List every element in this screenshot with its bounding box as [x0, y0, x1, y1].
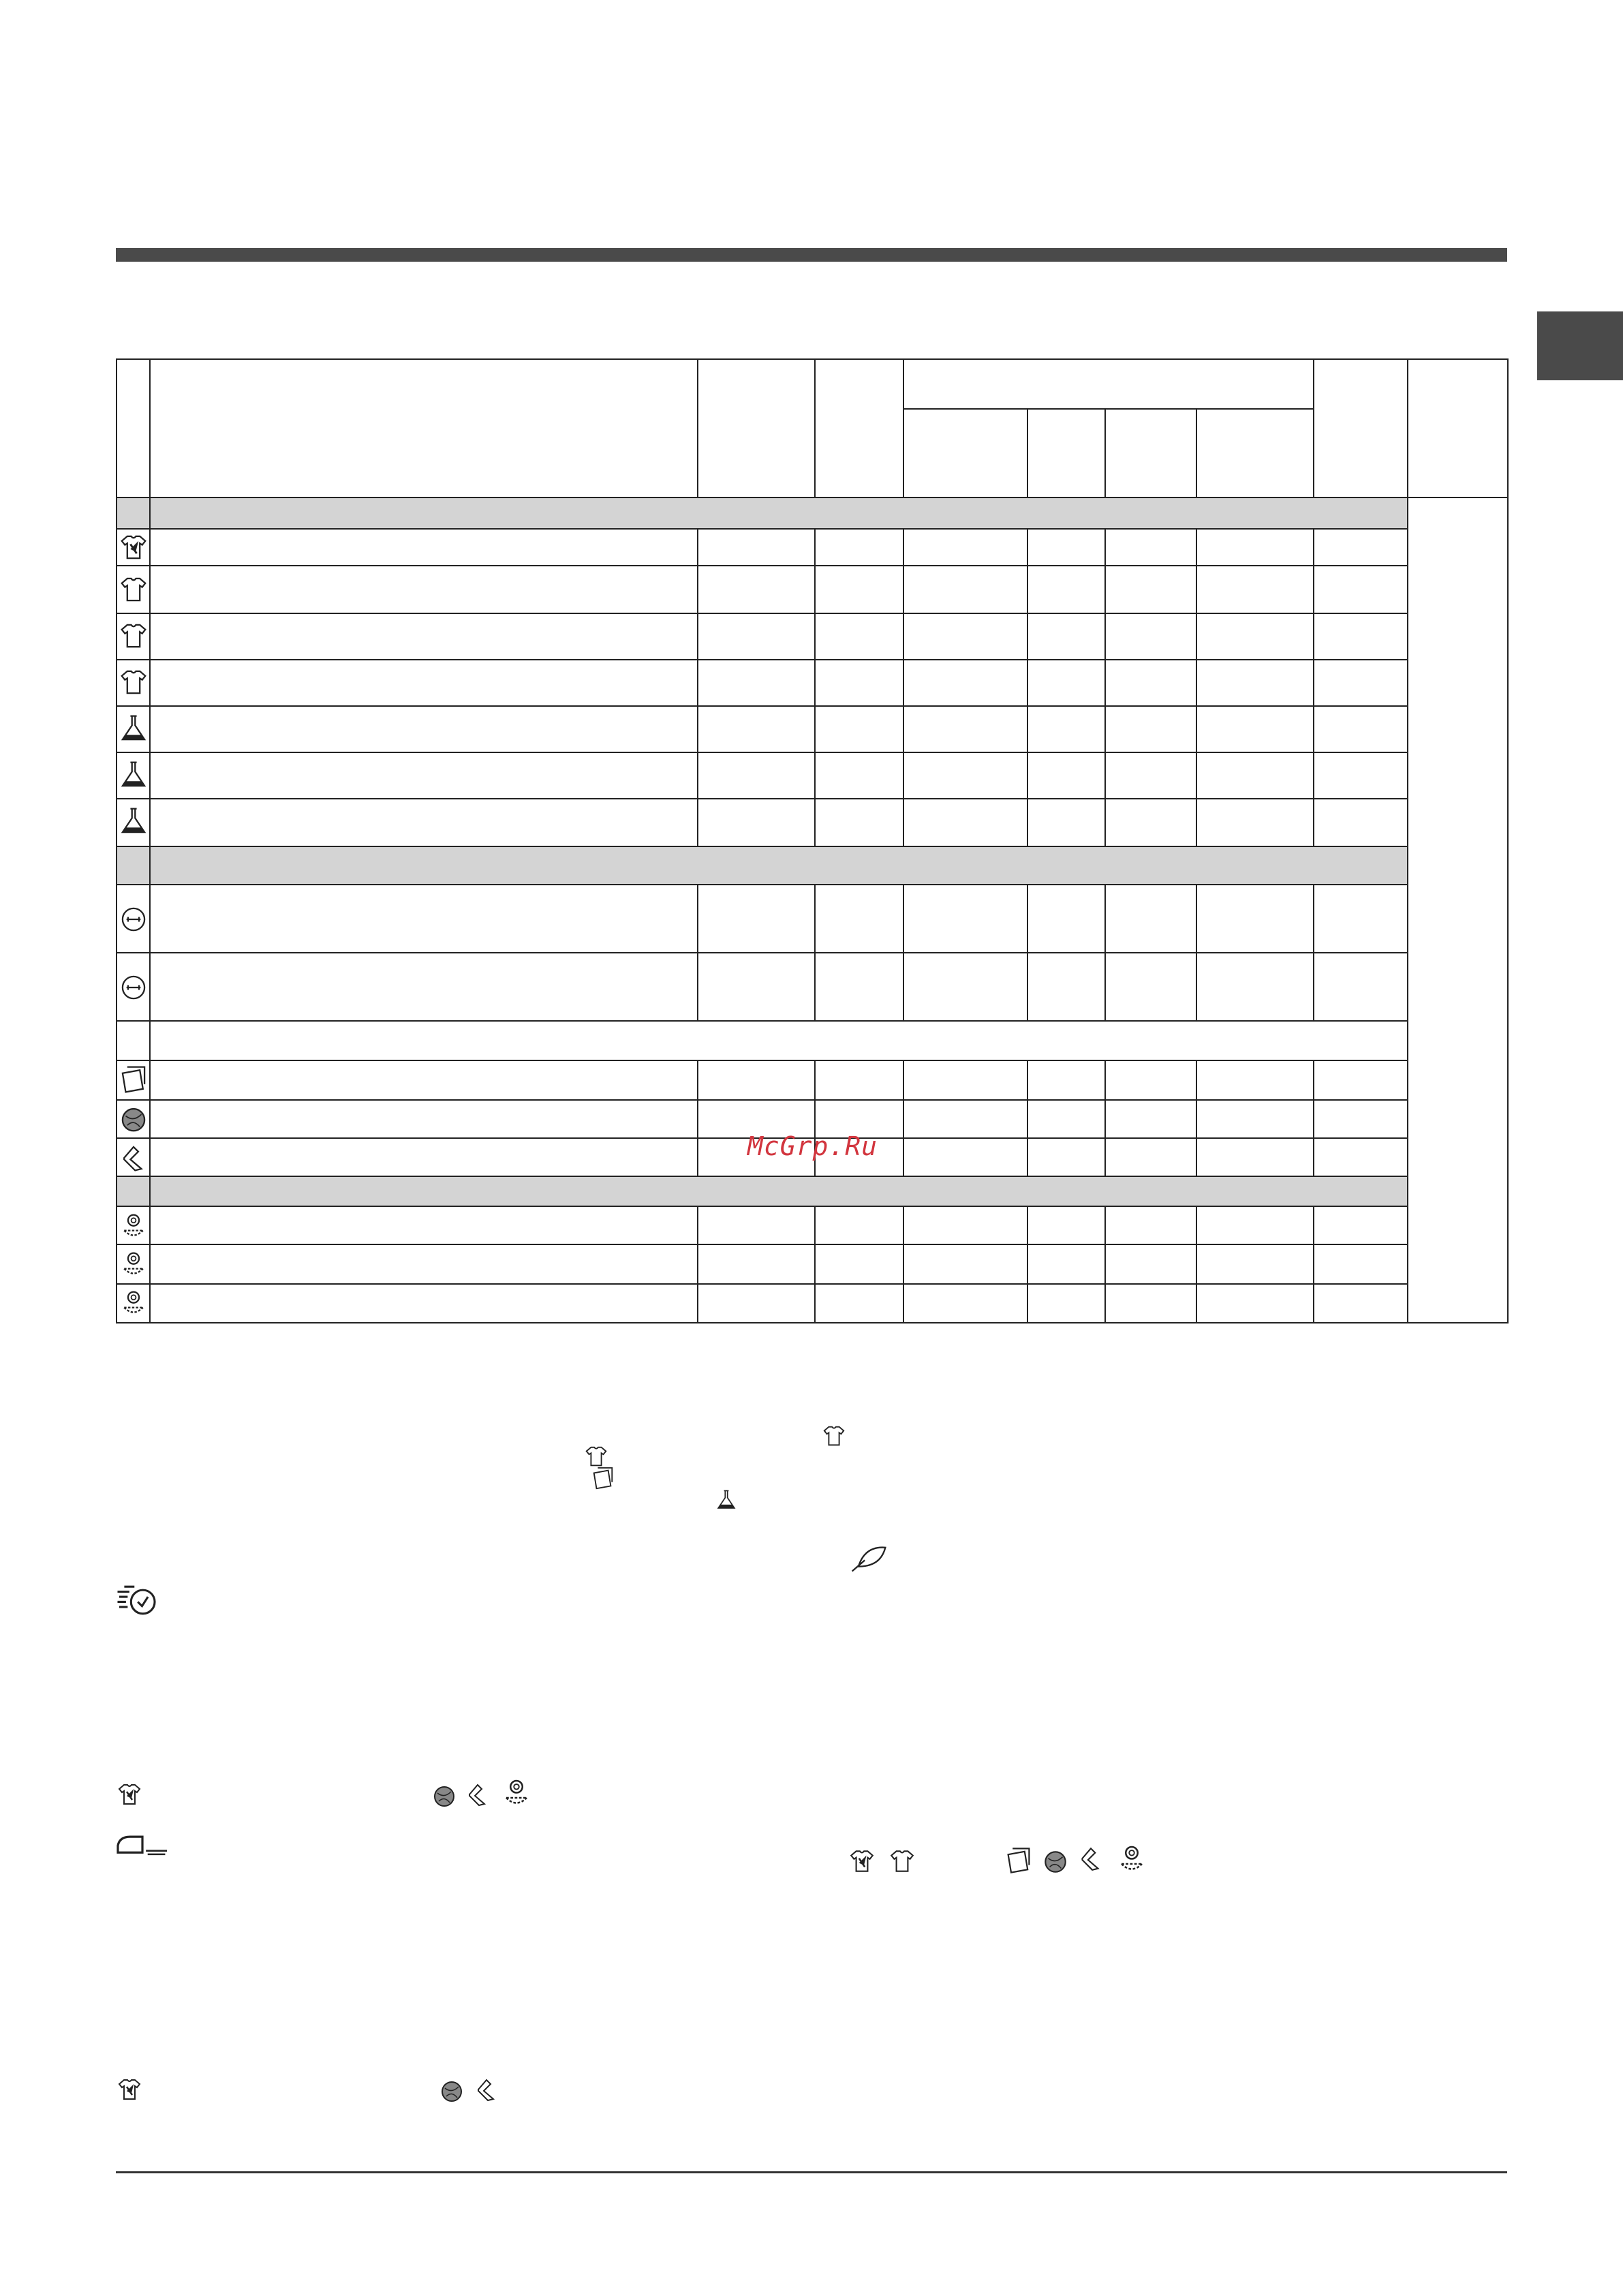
- express-clock-icon: [116, 1582, 158, 1618]
- section-band-1: [116, 498, 1408, 529]
- stain-shirt-icon: [116, 1781, 143, 1808]
- language-tab: [1537, 311, 1623, 380]
- iron-icon: [116, 1833, 169, 1858]
- watermark: McGrp.Ru: [747, 1131, 878, 1161]
- duvet-icon: [590, 1465, 616, 1491]
- section-band-4: [116, 1176, 1408, 1206]
- mix-icon: [118, 972, 149, 1003]
- shirt-icon: [888, 1847, 916, 1876]
- silk-icon: [1077, 1844, 1105, 1873]
- programme-table: [116, 358, 1509, 1323]
- silk-icon: [118, 1142, 149, 1174]
- stain-shirt-icon: [116, 2076, 143, 2103]
- baby-icon: [1115, 1840, 1149, 1881]
- wool-icon: [431, 1782, 458, 1809]
- flask-icon: [118, 759, 149, 791]
- shirt-icon: [821, 1423, 847, 1449]
- stain-shirt-icon: [848, 1847, 876, 1876]
- duvet-icon: [1004, 1846, 1034, 1876]
- table-grid: [116, 358, 1509, 1323]
- wool-icon: [118, 1103, 149, 1135]
- baby-icon: [118, 1250, 149, 1281]
- shirt-icon: [118, 667, 149, 698]
- flask-icon: [118, 806, 149, 837]
- duvet-icon: [118, 1064, 149, 1095]
- baby-icon: [118, 1212, 149, 1243]
- shirt-icon: [118, 620, 149, 652]
- shirt-icon: [118, 574, 149, 605]
- baby-icon: [118, 1289, 149, 1320]
- footer-rule: [116, 2171, 1507, 2173]
- wool-icon: [1041, 1847, 1070, 1876]
- section-band-2: [116, 846, 1408, 885]
- flask-icon: [715, 1488, 738, 1512]
- silk-icon: [473, 2076, 500, 2103]
- wool-icon: [438, 2077, 465, 2104]
- feather-icon: [849, 1542, 888, 1576]
- mix-icon: [118, 904, 149, 935]
- silk-icon: [464, 1781, 491, 1808]
- flask-icon: [118, 713, 149, 744]
- header-bar: [116, 248, 1507, 262]
- baby-icon: [499, 1775, 534, 1814]
- stain-shirt-icon: [118, 532, 149, 563]
